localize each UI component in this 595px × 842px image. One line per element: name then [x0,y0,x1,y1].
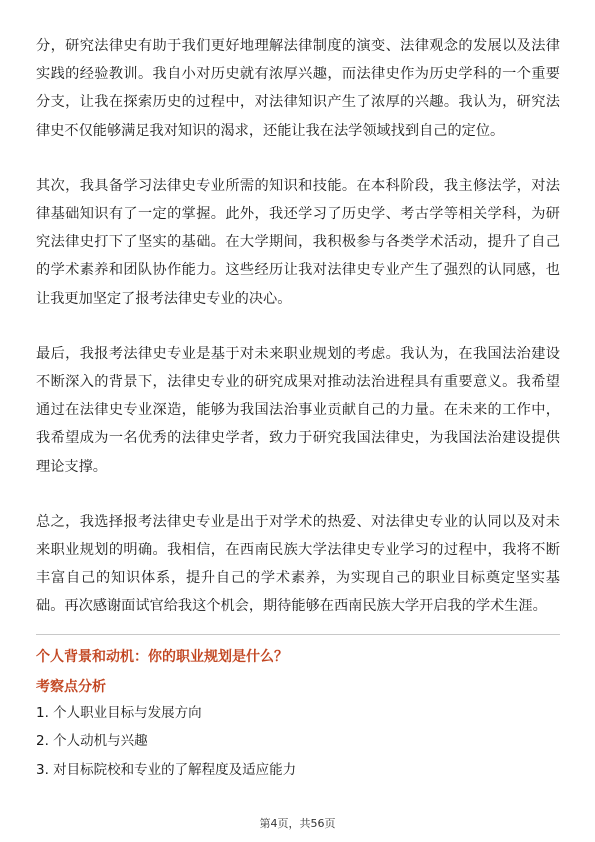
document-page [36,32,560,784]
list-item: 3. 对目标院校和专业的了解程度及适应能力 [36,761,297,778]
interview-question-heading: 个人背景和动机：你的职业规划是什么？ [36,648,288,665]
page-number-footer: 第4页，共56页 [259,817,336,830]
list-item: 1. 个人职业目标与发展方向 [36,704,202,721]
body-paragraph-1: 分，研究法律史有助于我们更好地理解法律制度的演变、法律观念的发展以及法律实践的经验教训。我自小对历史就有浓厚兴趣，而法律史作为历史学科的一个重要分支，让我在探索历史的过程中，对法律知识产生了浓厚的兴趣。我认为，研究法律史不仅能够满足我对知识的渴求，还能让我在法学领域找到自己的定位。 [36,38,560,139]
body-paragraph-2: 其次，我具备学习法律史专业所需的知识和技能。在本科阶段，我主修法学，对法律基础知识有了一定的掌握。此外，我还学习了历史学、考古学等相关学科，为研究法律史打下了坚实的基础。在大学期间，我积极参与各类学术活动，提升了自己的学术素养和团队协作能力。这些经历让我对法律史专业产生了强烈的认同感，也让我更加坚定了报考法律史专业的决心。 [36,177,560,307]
section-divider [36,634,560,635]
body-paragraph-4: 总之，我选择报考法律史专业是出于对学术的热爱、对法律史专业的认同以及对未来职业规划的明确。我相信，在西南民族大学法律史专业学习的过程中，我将不断丰富自己的知识体系，提升自己的学术素养，为实现自己的职业目标奠定坚实基础。再次感谢面试官给我这个机会，期待能够在西南民族大学开启我的学术生涯。 [36,513,560,615]
list-item: 2. 个人动机与兴趣 [36,733,148,750]
body-paragraph-3: 最后，我报考法律史专业是基于对未来职业规划的考虑。我认为，在我国法治建设不断深入的背景下，法律史专业的研究成果对推动法治进程具有重要意义。我希望通过在法律史专业深造，能够为我国法治事业贡献自己的力量。在未来的工作中，我希望成为一名优秀的法律史学者，致力于研究我国法律史，为我国法治建设提供理论支撑。 [36,345,560,475]
analysis-points-list [36,699,560,785]
analysis-heading: 考察点分析 [36,678,106,695]
